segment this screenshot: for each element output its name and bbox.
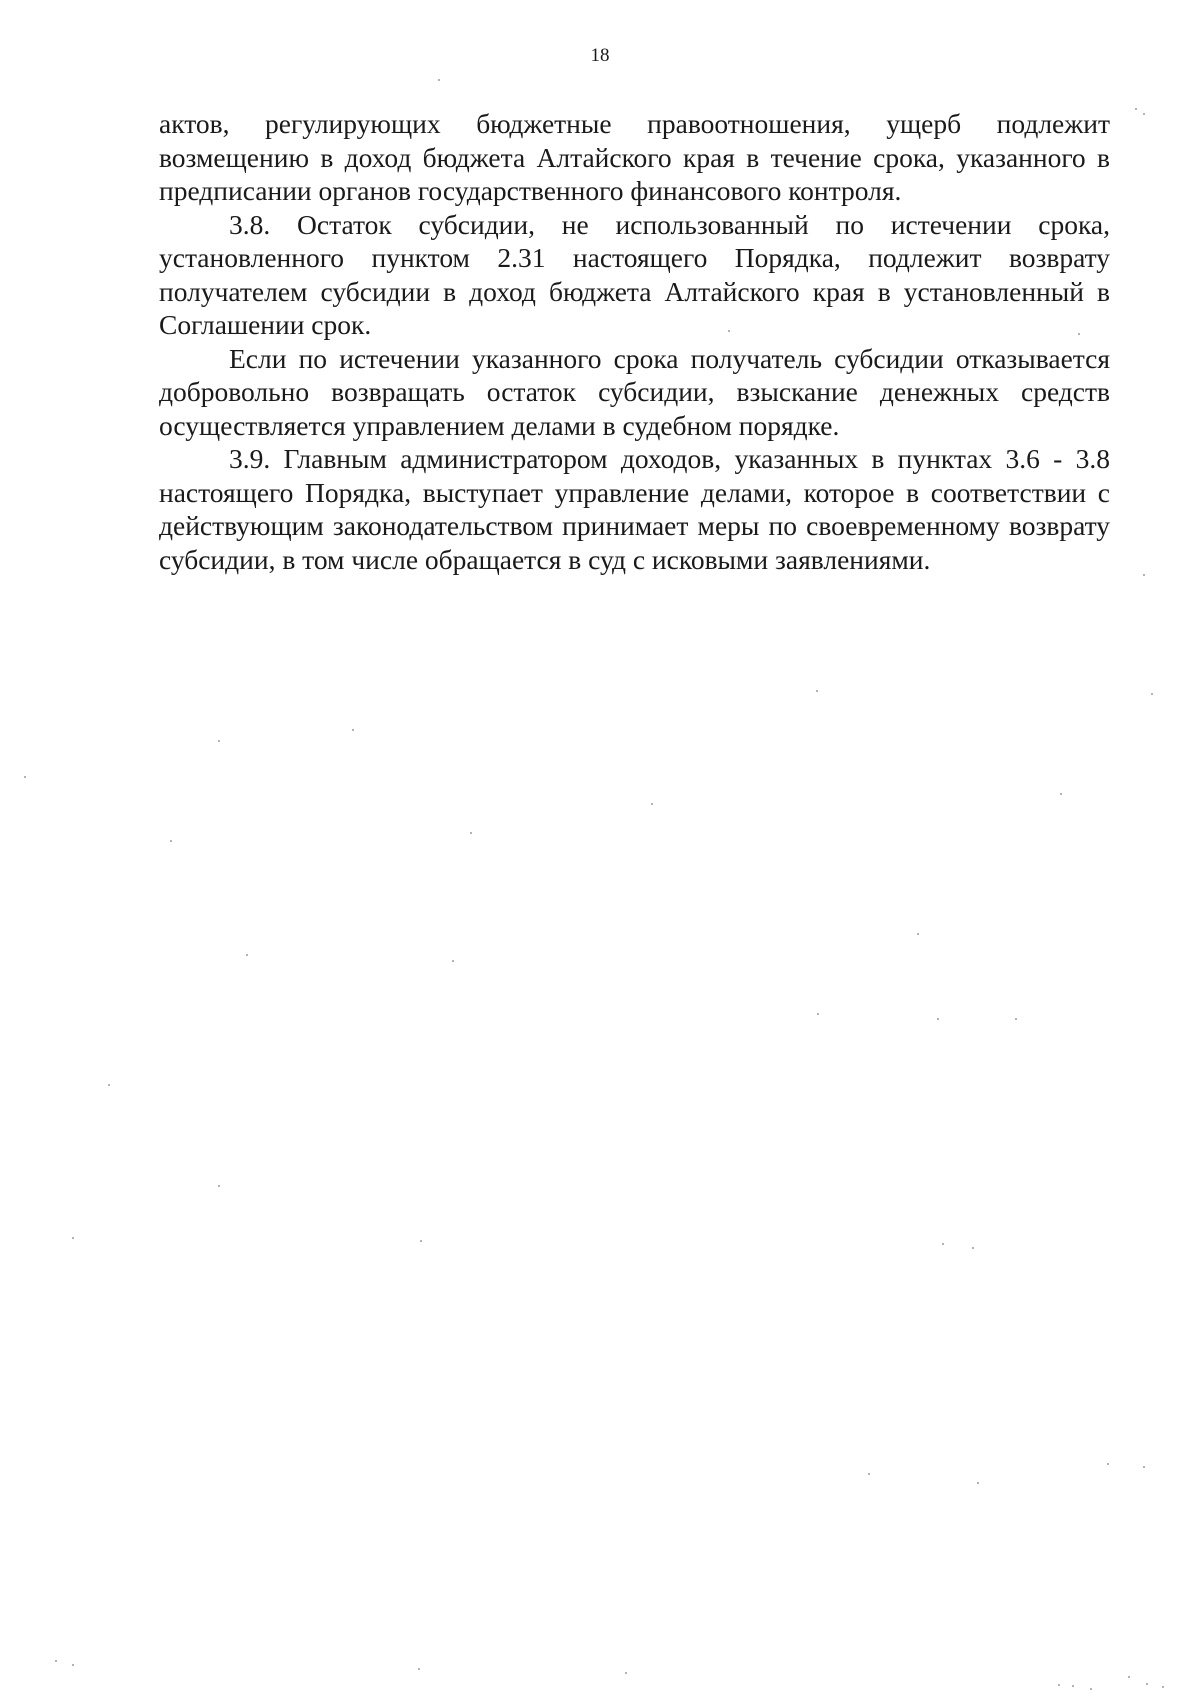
scan-speck: [24, 776, 26, 778]
scan-speck: [1072, 1685, 1074, 1687]
scan-speck: [108, 1084, 110, 1086]
paragraph-clause-3-9: 3.9. Главным администратором доходов, указанных в пунктах 3.6 - 3.8 настоящего Порядка, выступает управление делами, которое в соответствии с действующим законодательством принимает меры по своевременному возврату субсидии, в том числе обращается в суд с исковыми заявлениями.: [159, 443, 1110, 575]
scan-speck: [1060, 793, 1062, 795]
paragraph-clause-3-8-refusal: Если по истечении указанного срока получатель субсидии отказывается добровольно возвращать остаток субсидии, взыскание денежных средств осуществляется управлением делами в судебном порядке.: [159, 342, 1110, 441]
scan-speck: [438, 79, 440, 81]
scan-speck: [352, 729, 354, 731]
scan-speck: [1146, 1683, 1148, 1685]
scan-speck: [1015, 1018, 1017, 1020]
scan-speck: [1162, 1686, 1164, 1688]
scan-speck: [1128, 1676, 1130, 1678]
scan-speck: [1135, 108, 1137, 110]
scan-speck: [1078, 333, 1080, 335]
scan-speck: [651, 803, 653, 805]
scan-speck: [1143, 113, 1145, 115]
scan-speck: [942, 1243, 944, 1245]
scan-speck: [1090, 1688, 1092, 1690]
scan-speck: [1058, 1684, 1060, 1686]
scan-speck: [470, 832, 472, 834]
scan-speck: [170, 840, 172, 842]
scan-speck: [972, 1247, 974, 1249]
scan-speck: [977, 1482, 979, 1484]
page-number: 18: [590, 45, 610, 66]
scan-speck: [218, 740, 220, 742]
paragraph-continuation: актов, регулирующих бюджетные правоотношения, ущерб подлежит возмещению в доход бюджета Алтайского края в течение срока, указанного в предписании органов государственного финансового контроля.: [159, 108, 1110, 206]
scan-speck: [1143, 574, 1145, 576]
paragraph-clause-3-8: 3.8. Остаток субсидии, не использованный по истечении срока, установленного пунктом 2.31 настоящего Порядка, подлежит возврату получателем субсидии в доход бюджета Алтайского края в установленный в Соглашении срок.: [159, 208, 1110, 340]
scan-speck: [1143, 1466, 1145, 1468]
scan-speck: [937, 1018, 939, 1020]
scan-speck: [728, 330, 730, 332]
scan-speck: [1107, 1463, 1109, 1465]
scan-speck: [55, 1660, 57, 1662]
scan-speck: [420, 1240, 422, 1242]
scan-speck: [817, 1013, 819, 1015]
scan-speck: [218, 1185, 220, 1187]
scan-speck: [868, 1473, 870, 1475]
scan-speck: [452, 960, 454, 962]
scan-speck: [1151, 693, 1153, 695]
scan-speck: [418, 1668, 420, 1670]
scan-speck: [816, 690, 818, 692]
scan-speck: [72, 1664, 74, 1666]
scan-speck: [625, 1672, 627, 1674]
body-text: [159, 107, 1110, 576]
scan-speck: [917, 933, 919, 935]
scan-speck: [246, 954, 248, 956]
scan-speck: [72, 1237, 74, 1239]
